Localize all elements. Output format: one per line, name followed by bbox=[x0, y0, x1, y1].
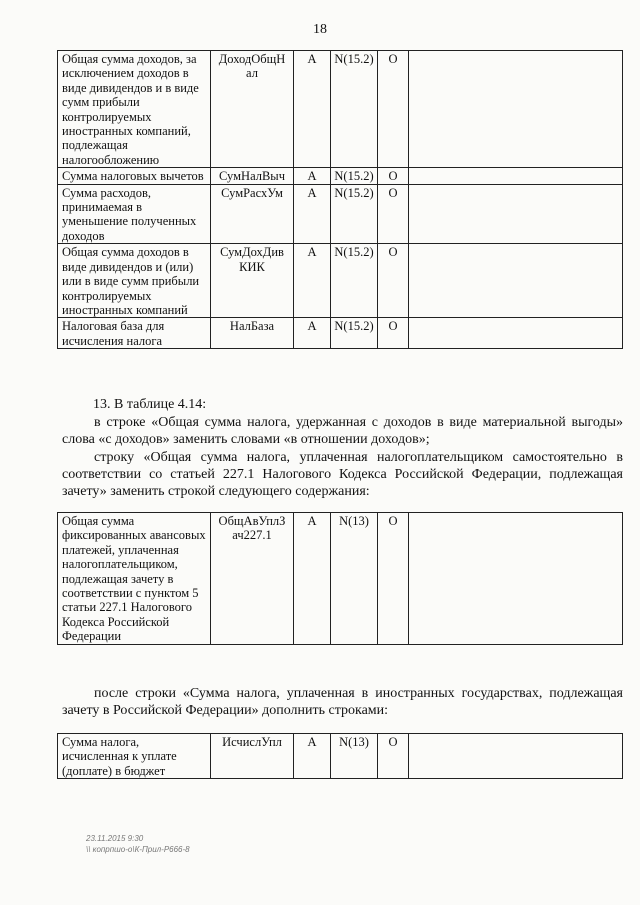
page-number: 18 bbox=[313, 22, 327, 37]
table-row bbox=[58, 244, 623, 318]
field-format: N(15.2) bbox=[331, 168, 378, 184]
field-name: Налоговая база для исчисления налога bbox=[58, 318, 211, 349]
field-name: Общая сумма фиксированных авансовых платежей, уплаченная налогоплательщиком, подлежащая зачету в соответствии с пунктом 5 статьи 227.1 Налогового Кодекса Российской Федерации bbox=[58, 513, 211, 645]
field-extra bbox=[409, 244, 623, 318]
field-name: Сумма налога, исчисленная к уплате (доплате) в бюджет bbox=[58, 734, 211, 779]
field-required: О bbox=[378, 51, 409, 168]
field-format: N(15.2) bbox=[331, 51, 378, 168]
field-type: А bbox=[294, 184, 331, 244]
footer-file-path: \\ копрпшо-о\К-Прил-Р666-8 bbox=[86, 845, 190, 854]
field-required: О bbox=[378, 513, 409, 645]
field-format: N(13) bbox=[331, 513, 378, 645]
field-required: О bbox=[378, 734, 409, 779]
table-row bbox=[58, 734, 623, 779]
field-name: Сумма налоговых вычетов bbox=[58, 168, 211, 184]
field-type: А bbox=[294, 318, 331, 349]
paragraph-instruction-1: в строке «Общая сумма налога, удержанная с доходов в виде материальной выгоды» слова «с доходов» заменить словами «в отношении доходов»; bbox=[62, 415, 623, 447]
table-row bbox=[58, 513, 623, 645]
field-type: А bbox=[294, 168, 331, 184]
field-extra bbox=[409, 513, 623, 645]
field-extra bbox=[409, 168, 623, 184]
field-code: СумНалВыч bbox=[211, 168, 294, 184]
field-type: А bbox=[294, 51, 331, 168]
field-extra bbox=[409, 318, 623, 349]
footer-timestamp: 23.11.2015 9:30 bbox=[86, 834, 144, 843]
field-extra bbox=[409, 184, 623, 244]
table-fields-added bbox=[57, 733, 623, 779]
field-extra bbox=[409, 51, 623, 168]
field-code: ОбщАвУплЗ ач227.1 bbox=[211, 513, 294, 645]
field-required: О bbox=[378, 184, 409, 244]
field-code: СумДохДив КИК bbox=[211, 244, 294, 318]
paragraph-item-13: 13. В таблице 4.14: bbox=[93, 397, 207, 412]
field-code: ИсчислУпл bbox=[211, 734, 294, 779]
table-fields-top bbox=[57, 50, 623, 349]
field-code: СумРасхУм bbox=[211, 184, 294, 244]
table-row bbox=[58, 168, 623, 184]
paragraph-instruction-2: строку «Общая сумма налога, уплаченная налогоплательщиком самостоятельно в соответствии со статьей 227.1 Налогового Кодекса Российской Федерации, подлежащая зачету» заменить строкой следующего содержания: bbox=[62, 450, 623, 499]
field-extra bbox=[409, 734, 623, 779]
field-code: НалБаза bbox=[211, 318, 294, 349]
field-required: О bbox=[378, 244, 409, 318]
field-name: Общая сумма доходов, за исключением доходов в виде дивидендов и в виде сумм прибыли контролируемых иностранных компаний, подлежащая налогообложению bbox=[58, 51, 211, 168]
field-format: N(13) bbox=[331, 734, 378, 779]
field-format: N(15.2) bbox=[331, 244, 378, 318]
table-row bbox=[58, 184, 623, 244]
field-required: О bbox=[378, 318, 409, 349]
table-row bbox=[58, 51, 623, 168]
table-row bbox=[58, 318, 623, 349]
field-name: Сумма расходов, принимаемая в уменьшение полученных доходов bbox=[58, 184, 211, 244]
field-type: А bbox=[294, 244, 331, 318]
field-format: N(15.2) bbox=[331, 184, 378, 244]
table-fields-replacement bbox=[57, 512, 623, 645]
field-code: ДоходОбщН ал bbox=[211, 51, 294, 168]
paragraph-instruction-3: после строки «Сумма налога, уплаченная в иностранных государствах, подлежащая зачету в Российской Федерации» дополнить строками: bbox=[62, 686, 623, 718]
field-type: А bbox=[294, 513, 331, 645]
field-format: N(15.2) bbox=[331, 318, 378, 349]
field-required: О bbox=[378, 168, 409, 184]
field-type: А bbox=[294, 734, 331, 779]
field-name: Общая сумма доходов в виде дивидендов и (или) или в виде сумм прибыли контролируемых иностранных компаний bbox=[58, 244, 211, 318]
